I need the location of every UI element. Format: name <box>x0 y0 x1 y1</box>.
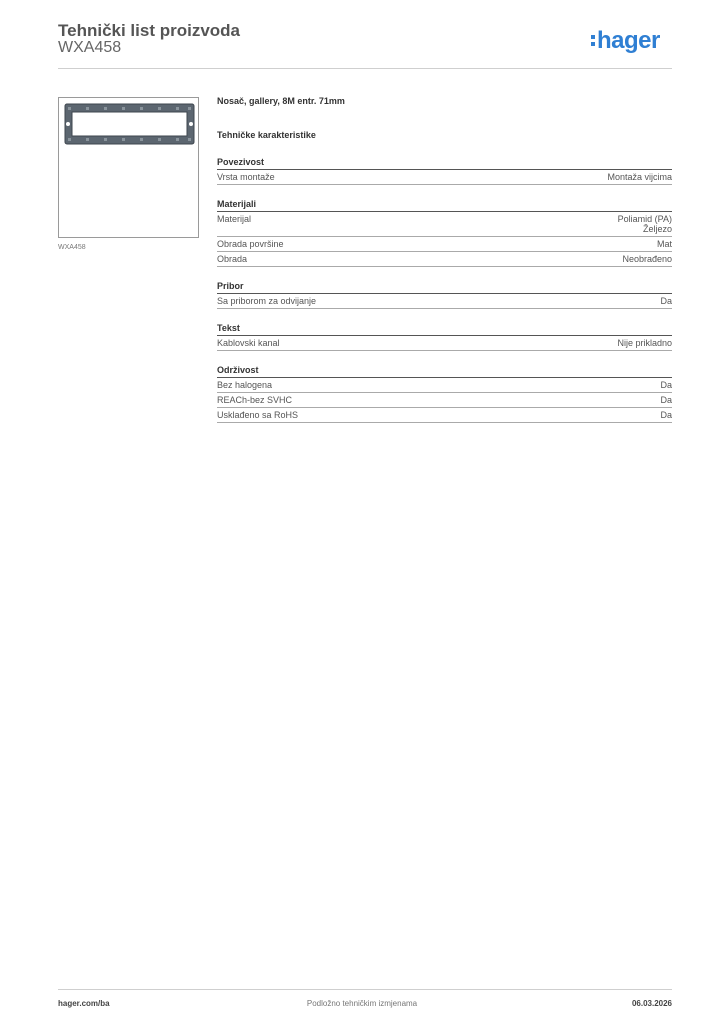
spec-row <box>217 393 672 408</box>
section-odrzivost <box>217 364 672 423</box>
footer-note: Podložno tehničkim izmjenama <box>306 999 418 1008</box>
product-image <box>58 97 199 238</box>
spec-label: Obrada površine <box>217 239 284 249</box>
section-povezivost <box>217 156 672 185</box>
section-title: Održivost <box>217 364 672 378</box>
page-title: Tehnički list proizvoda <box>58 21 240 40</box>
footer-divider <box>58 989 672 990</box>
spec-value: Da <box>660 296 672 306</box>
spec-label: Sa priborom za odvijanje <box>217 296 317 306</box>
spec-value <box>618 214 672 234</box>
spec-label: Vrsta montaže <box>217 172 275 182</box>
spec-label: REACh-bez SVHC <box>217 395 293 405</box>
spec-label: Kablovski kanal <box>217 338 280 348</box>
spec-row <box>217 212 672 237</box>
characteristics-heading: Tehničke karakteristike <box>217 130 316 140</box>
spec-row <box>217 294 672 309</box>
spec-label: Usklađeno sa RoHS <box>217 410 299 420</box>
product-code-subtitle: WXA458 <box>58 39 122 56</box>
product-name: Nosač, gallery, 8M entr. 71mm <box>217 96 345 106</box>
spec-row <box>217 237 672 252</box>
spec-value: Nije prikladno <box>617 338 672 348</box>
mounting-frame-icon <box>64 103 195 145</box>
spec-value: Da <box>660 395 672 405</box>
header-divider <box>58 68 672 69</box>
spec-value-line: Željezo <box>642 224 672 234</box>
spec-row <box>217 378 672 393</box>
section-title: Pribor <box>217 280 672 294</box>
spec-label: Obrada <box>217 254 248 264</box>
logo-text: hager <box>597 27 660 54</box>
spec-row <box>217 408 672 423</box>
image-caption: WXA458 <box>58 244 86 251</box>
logo-dots-icon <box>591 35 596 49</box>
spec-label: Bez halogena <box>217 380 273 390</box>
spec-value: Mat <box>656 239 672 249</box>
section-title: Povezivost <box>217 156 672 170</box>
spec-value: Da <box>660 380 672 390</box>
section-title: Tekst <box>217 322 672 336</box>
footer-website-link[interactable]: hager.com/ba <box>58 999 110 1008</box>
spec-value: Da <box>660 410 672 420</box>
footer-date: 06.03.2026 <box>631 999 672 1008</box>
spec-row <box>217 252 672 267</box>
spec-value: Neobrađeno <box>622 254 672 264</box>
section-pribor <box>217 280 672 309</box>
section-tekst <box>217 322 672 351</box>
spec-row <box>217 336 672 351</box>
section-materijali <box>217 198 672 267</box>
spec-value-line: Poliamid (PA) <box>617 214 672 224</box>
spec-value: Montaža vijcima <box>607 172 672 182</box>
spec-content <box>217 96 672 423</box>
section-title: Materijali <box>217 198 672 212</box>
spec-row <box>217 170 672 185</box>
spec-label: Materijal <box>217 214 252 224</box>
